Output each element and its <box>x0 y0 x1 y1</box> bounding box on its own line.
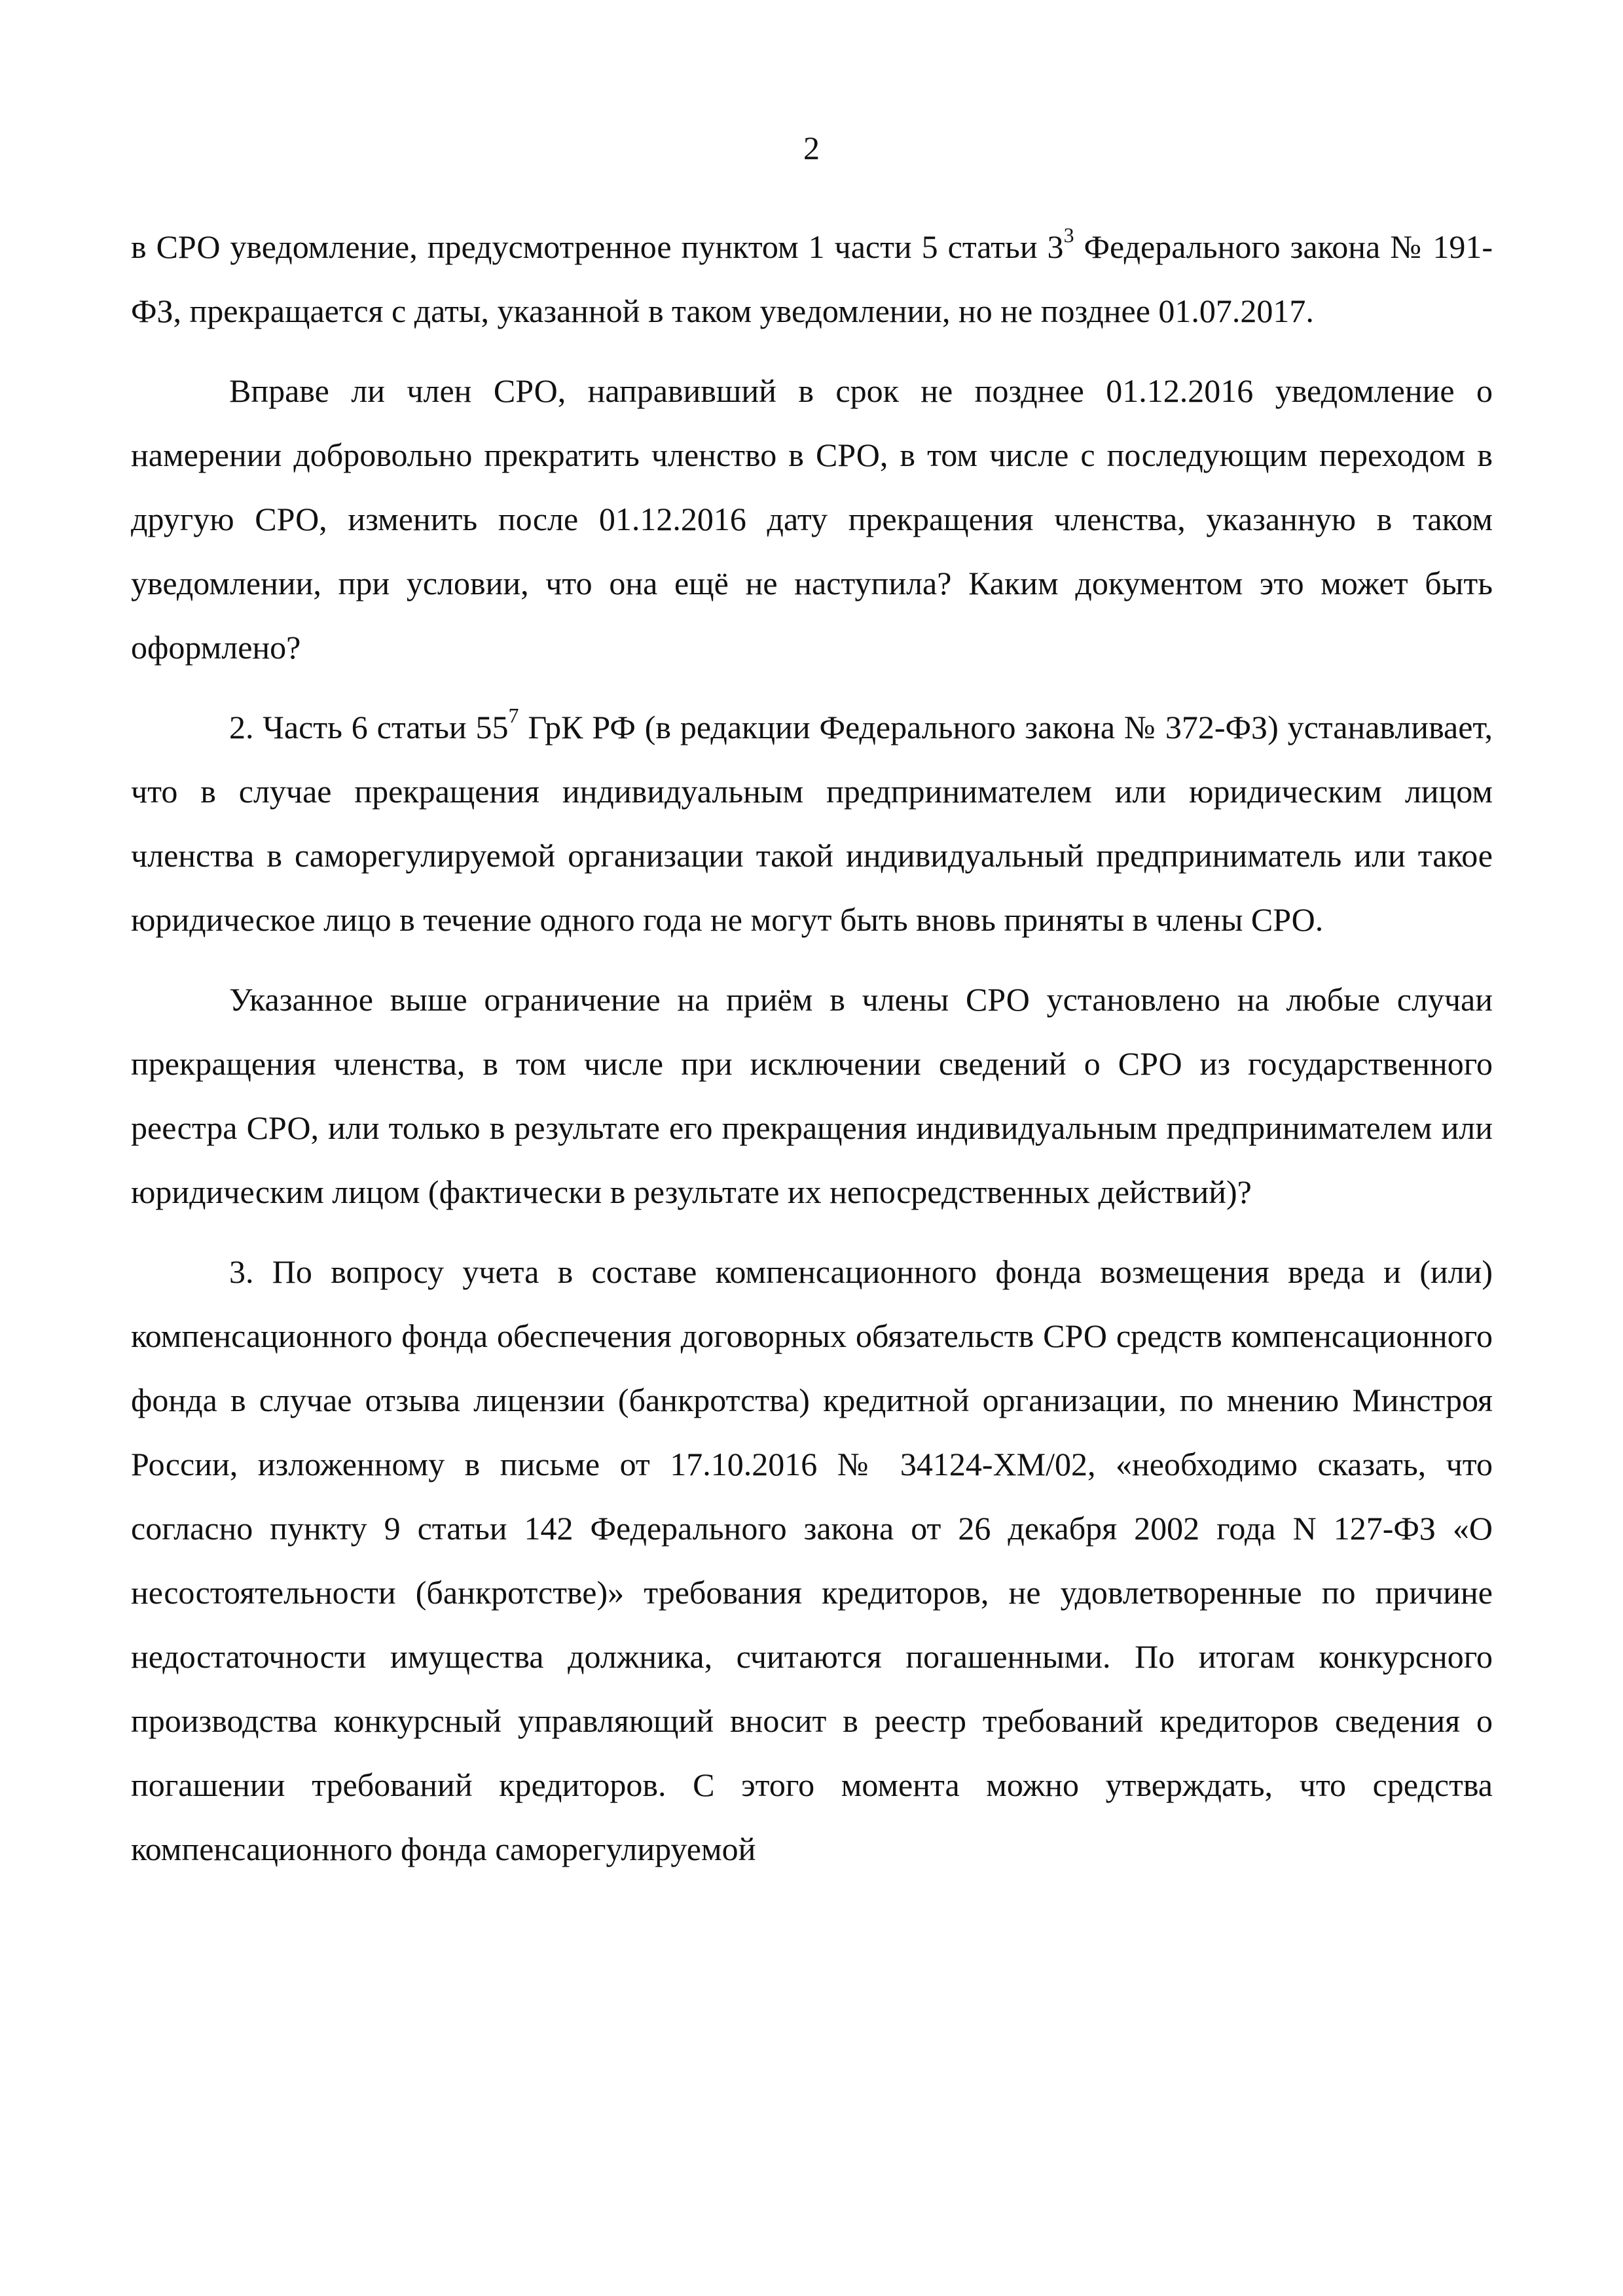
paragraph-5-text: 3. По вопросу учета в составе компенсационного фонда возмещения вреда и (или) компенсационного фонда обеспечения договорных обязательств СРО средств компенсационного фонда в случае отзыва лицензии (банкротства) кредитной организации, по мнению Минстроя России, изложенному в письме от 17.10.2016 № 34124-ХМ/02, «необходимо сказать, что согласно пункту 9 статьи 142 Федерального закона от 26 декабря 2002 года N 127-ФЗ «О несостоятельности (банкротстве)» требования кредиторов, не удовлетворенные по причине недостаточности имущества должника, считаются погашенными. По итогам конкурсного производства конкурсный управляющий вносит в реестр требований кредиторов сведения о погашении требований кредиторов. С этого момента можно утверждать, что средства компенсационного фонда саморегулируемой <box>131 1253 1493 1867</box>
paragraph-5 <box>131 1240 1493 1881</box>
page-number: 2 <box>803 130 820 166</box>
paragraph-2-text: Вправе ли член СРО, направивший в срок не позднее 01.12.2016 уведомление о намерении добровольно прекратить членство в СРО, в том числе с последующим переходом в другую СРО, изменить после 01.12.2016 дату прекращения членства, указанную в таком уведомлении, при условии, что она ещё не наступила? Каким документом это может быть оформлено? <box>131 372 1493 666</box>
paragraph-2 <box>131 359 1493 679</box>
document-body <box>131 215 1493 1881</box>
paragraph-1 <box>131 215 1493 343</box>
paragraph-1-text-cont: Федерального закона № 191-ФЗ, прекращается с даты, указанной в таком уведомлении, но не позднее 01.07.2017. <box>131 228 1493 329</box>
paragraph-1-superscript: 3 <box>1063 223 1074 247</box>
paragraph-3-superscript: 7 <box>508 704 519 728</box>
paragraph-4-text: Указанное выше ограничение на приём в члены СРО установлено на любые случаи прекращения членства, в том числе при исключении сведений о СРО из государственного реестра СРО, или только в результате его прекращения индивидуальным предпринимателем или юридическим лицом (фактически в результате их непосредственных действий)? <box>131 981 1493 1210</box>
paragraph-3 <box>131 695 1493 952</box>
paragraph-1-text: в СРО уведомление, предусмотренное пунктом 1 части 5 статьи 3 <box>131 228 1064 265</box>
paragraph-3-text: 2. Часть 6 статьи 55 <box>229 709 509 745</box>
paragraph-3-text-cont: ГрК РФ (в редакции Федерального закона № 372-ФЗ) устанавливает, что в случае прекращения индивидуальным предпринимателем или юридическим лицом членства в саморегулируемой организации такой индивидуальный предприниматель или такое юридическое лицо в течение одного года не могут быть вновь приняты в члены СРО. <box>131 709 1493 938</box>
paragraph-4 <box>131 967 1493 1224</box>
